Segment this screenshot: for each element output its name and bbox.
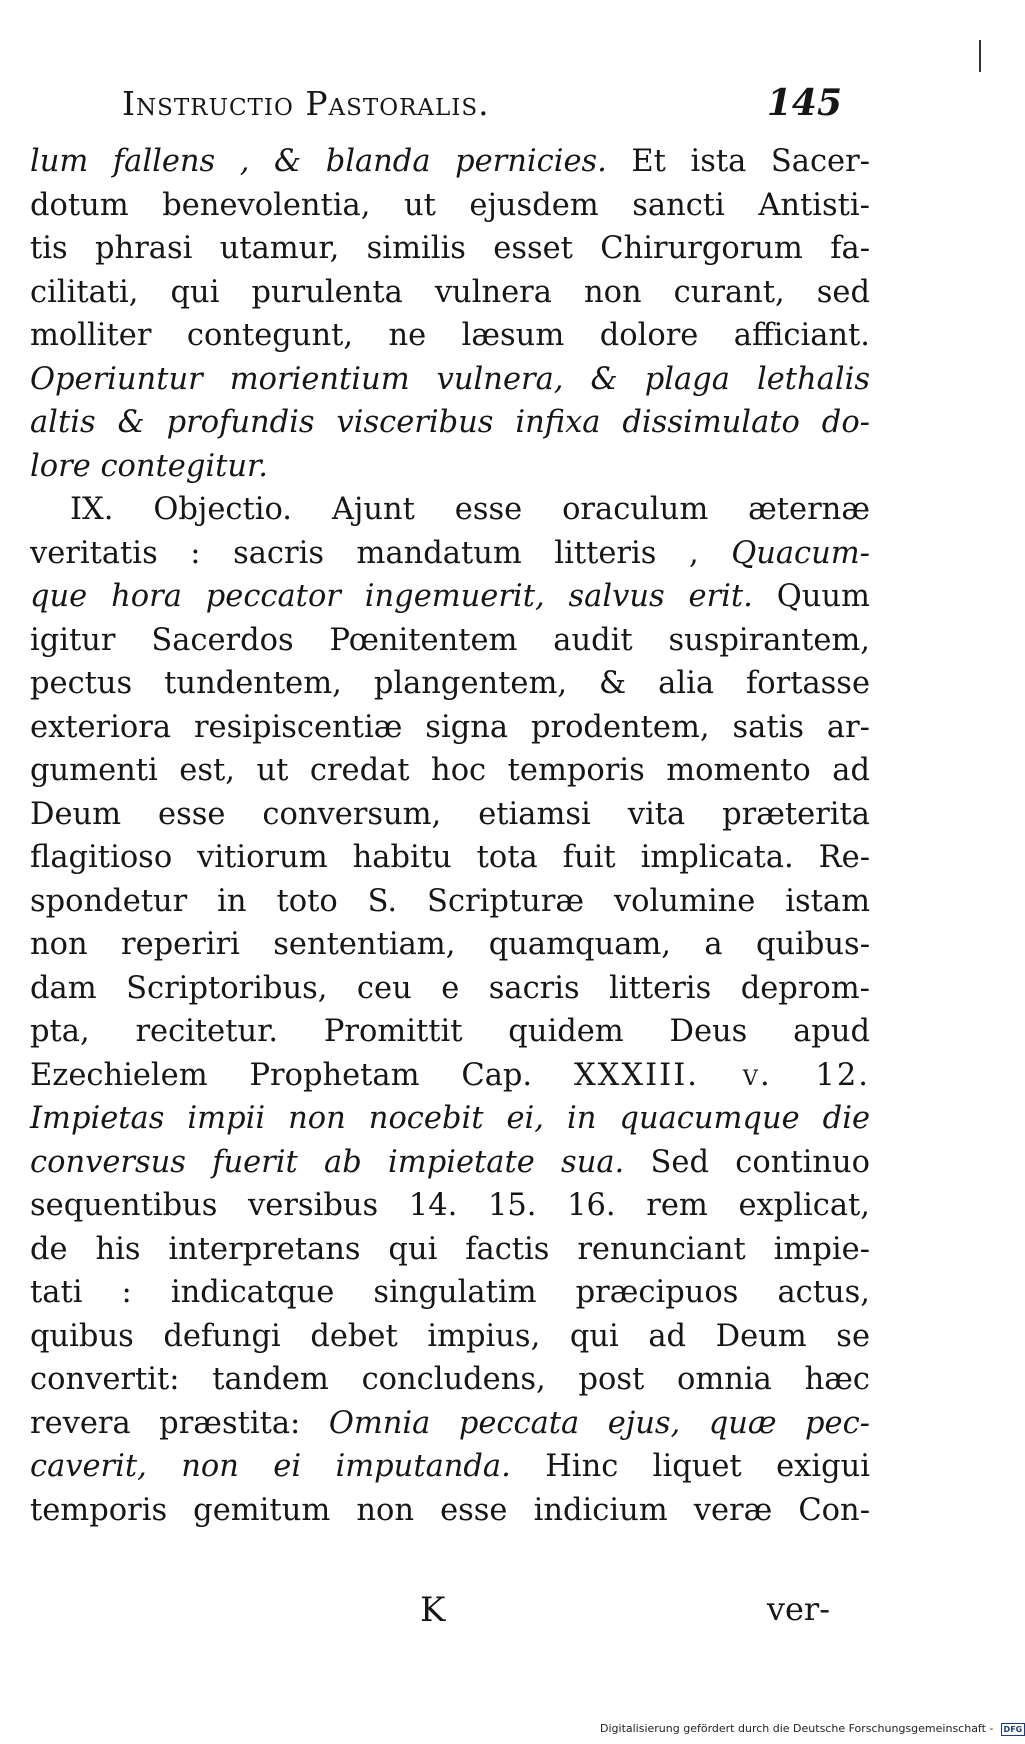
text-run: Ezechielem Prophetam Cap. [30, 1057, 574, 1093]
text-line: pectus tundentem, plangentem, & alia fortasse [30, 666, 870, 701]
text-run: Sed continuo [624, 1144, 870, 1180]
text-line: dam Scriptoribus, ceu e sacris litteris deprom- [30, 970, 870, 1006]
dfg-logo-text: DFG [1003, 1724, 1023, 1734]
catchword: ver- [766, 1590, 830, 1628]
text-run-italic: que hora peccator ingemuerit, salvus erit. [30, 579, 753, 614]
text-run-italic: Omnia peccata ejus, quæ pec- [328, 1405, 870, 1441]
text-line: exteriora resipiscentiæ signa prodentem, satis ar- [30, 709, 870, 745]
text-line: igitur Sacerdos Pœnitentem audit suspirantem, [30, 622, 870, 658]
text-line: temporis gemitum non esse indicium veræ Con- [30, 1492, 870, 1528]
credit-text: Digitalisierung gefördert durch die Deutsche Forschungsgemeinschaft - [600, 1722, 994, 1735]
page-number: 145 [766, 82, 842, 124]
running-title: Instructio Pastoralis. [122, 84, 490, 123]
text-line [30, 140, 870, 184]
text-line [30, 532, 870, 576]
text-run: revera præstita: [30, 1405, 329, 1441]
text-line: spondetur in toto S. Scripturæ volumine istam [30, 883, 870, 919]
signature-mark: K [420, 1590, 446, 1630]
text-line: Operiuntur morientium vulnera, & plaga lethalis [30, 361, 870, 397]
text-line: tati : indicatque singulatim præcipuos actus, [30, 1275, 870, 1310]
text-run-italic: caverit, non ei imputanda. [30, 1449, 511, 1484]
text-run: Et ista Sacer- [606, 144, 870, 179]
text-line: Deum esse conversum, etiamsi vita præterita [30, 796, 870, 832]
text-line: molliter contegunt, ne læsum dolore afficiant. [30, 318, 870, 353]
body-text [30, 140, 870, 1532]
text-run: veritatis : sacris mandatum litteris , [30, 535, 732, 571]
text-line: dotum benevolentia, ut ejusdem sancti Antisti- [30, 187, 870, 223]
text-line: non reperiri sententiam, quamquam, a quibus- [30, 927, 870, 962]
text-line: lore contegitur. [30, 448, 268, 484]
text-run: Quum [752, 579, 870, 614]
text-line: gumenti est, ut credat hoc temporis momento ad [30, 753, 870, 788]
text-line: IX. Objectio. Ajunt esse oraculum æternæ [70, 492, 870, 527]
text-line: convertit: tandem concludens, post omnia hæc [30, 1362, 870, 1397]
text-line: cilitati, qui purulenta vulnera non curant, sed [30, 274, 870, 310]
text-line: tis phrasi utamur, similis esset Chirurgorum fa- [30, 231, 870, 266]
running-head [122, 84, 842, 134]
text-line: Impietas impii non nocebit ei, in quacumque die [30, 1101, 870, 1136]
text-run: Hinc liquet exigui [510, 1449, 870, 1484]
text-line [30, 1054, 870, 1098]
text-line: sequentibus versibus 14. 15. 16. rem explicat, [30, 1188, 870, 1223]
digitization-credit [600, 1722, 1025, 1740]
text-run-italic: conversus fuerit ab impietate sua. [30, 1144, 625, 1180]
text-line: de his interpretans qui factis renunciant impie- [30, 1231, 870, 1267]
margin-marks [974, 40, 986, 80]
text-line: altis & profundis visceribus infixa dissimulato do- [30, 405, 870, 440]
text-line: quibus defungi debet impius, qui ad Deum se [30, 1318, 870, 1354]
text-run-italic: lum fallens , & blanda pernicies. [30, 144, 607, 179]
text-line [30, 1445, 870, 1489]
text-run-italic: Quacum- [731, 535, 870, 571]
text-line: flagitioso vitiorum habitu tota fuit implicata. Re- [30, 840, 870, 875]
text-line [30, 1141, 870, 1185]
dfg-logo-icon [1001, 1723, 1025, 1736]
text-run-smallcaps: XXXIII. v. 12. [573, 1057, 870, 1093]
page-footer [30, 1590, 830, 1640]
text-line [30, 575, 870, 619]
text-line: pta, recitetur. Promittit quidem Deus apud [30, 1014, 870, 1049]
text-line [30, 1402, 870, 1446]
